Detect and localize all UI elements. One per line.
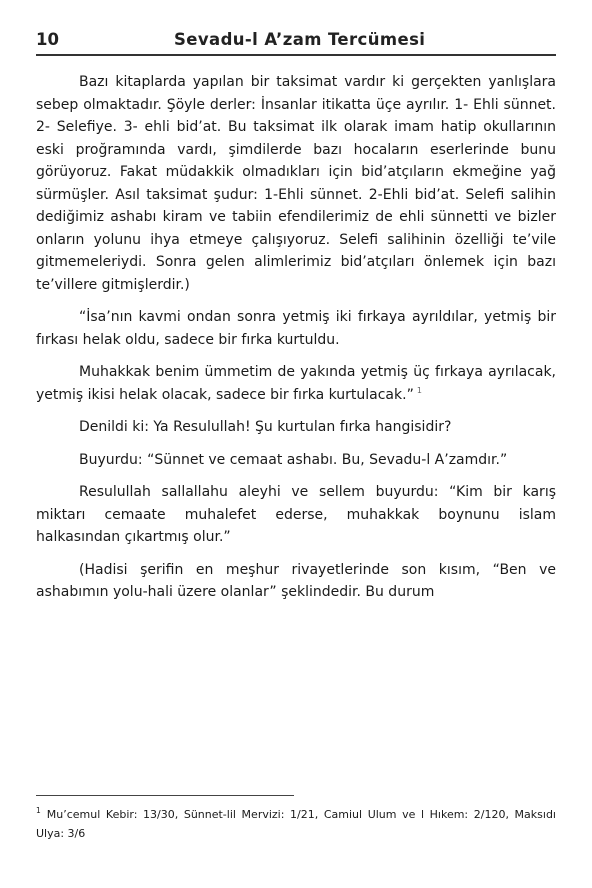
paragraph-taksimat: Bazı kitaplarda yapılan bir taksimat vardır ki gerçekten yanlışlara sebep olmaktadır. Şöyle derler: İnsanlar itikatta üçe ayrılır. 1- Ehli sünnet. 2- Selefiye. 3- ehli bid’at. Bu taksimat ilk olarak imam hatip okullarının eski proğramında vardı, şimdilerde bazı hocaların eserlerinde bunu görüyoruz. Fakat müdakkik olmadıkları için bid’atçıların ekmeğine yağ sürmüşler. Asıl taksimat şudur: 1-Ehli sünnet. 2-Ehli bid’at. Selefi salihin dediğimiz ashabı kiram ve tabiin efendilerimiz de ehli sünnetti ve bizler onların yolunu ihya etmeye çalışıyoruz. Selefi salihinin özelliği te’vile gitmemeleriydi. Sonra gelen alimlerimiz bid’atçıları önlemek için bazı te’villere gitmişlerdir.)	[36, 74, 556, 293]
page-header	[36, 30, 556, 52]
paragraph-ummet	[36, 361, 556, 406]
paragraph-hadis: (Hadisi şerifin en meşhur rivayetlerinde son kısım, “Ben ve ashabımın yolu-hali üzere olanlar” şeklindedir. Bu durum	[36, 561, 556, 600]
paragraph-buyurdu: Buyurdu: “Sünnet ve cemaat ashabı. Bu, Sevadu-l A’zamdır.”	[79, 451, 508, 468]
body-text	[36, 71, 556, 614]
footnote-reference: 1	[416, 385, 422, 395]
footnote-text: Mu’cemul Kebir: 13/30, Sünnet-lil Mervizi: 1/21, Camiul Ulum ve l Hıkem: 2/120, Maksıdı Ulya: 3/6	[36, 808, 556, 840]
footnote-rule	[36, 795, 294, 796]
page-number: 10	[36, 30, 59, 49]
paragraph-ummet-text: Muhakkak benim ümmetim de yakında yetmiş üç fırkaya ayrılacak, yetmiş ikisi helak olacak, sadece bir fırka kurtulacak.”	[36, 364, 556, 403]
paragraph-isa-kavmi: “İsa’nın kavmi ondan sonra yetmiş iki fırkaya ayrıldılar, yetmiş bir fırkası helak oldu, sadece bir fırka kurtuldu.	[36, 309, 556, 348]
running-title: Sevadu-l A’zam Tercümesi	[174, 30, 426, 49]
footnote	[36, 805, 556, 843]
header-rule	[36, 54, 556, 56]
paragraph-denildi: Denildi ki: Ya Resulullah! Şu kurtulan fırka hangisidir?	[79, 419, 452, 435]
paragraph-resulullah: Resulullah sallallahu aleyhi ve sellem buyurdu: “Kim bir karış miktarı cemaate muhalefet ederse, muhakkak boynunu islam halkasından çıkartmış olur.”	[36, 484, 556, 545]
footnote-number: 1	[36, 806, 41, 816]
